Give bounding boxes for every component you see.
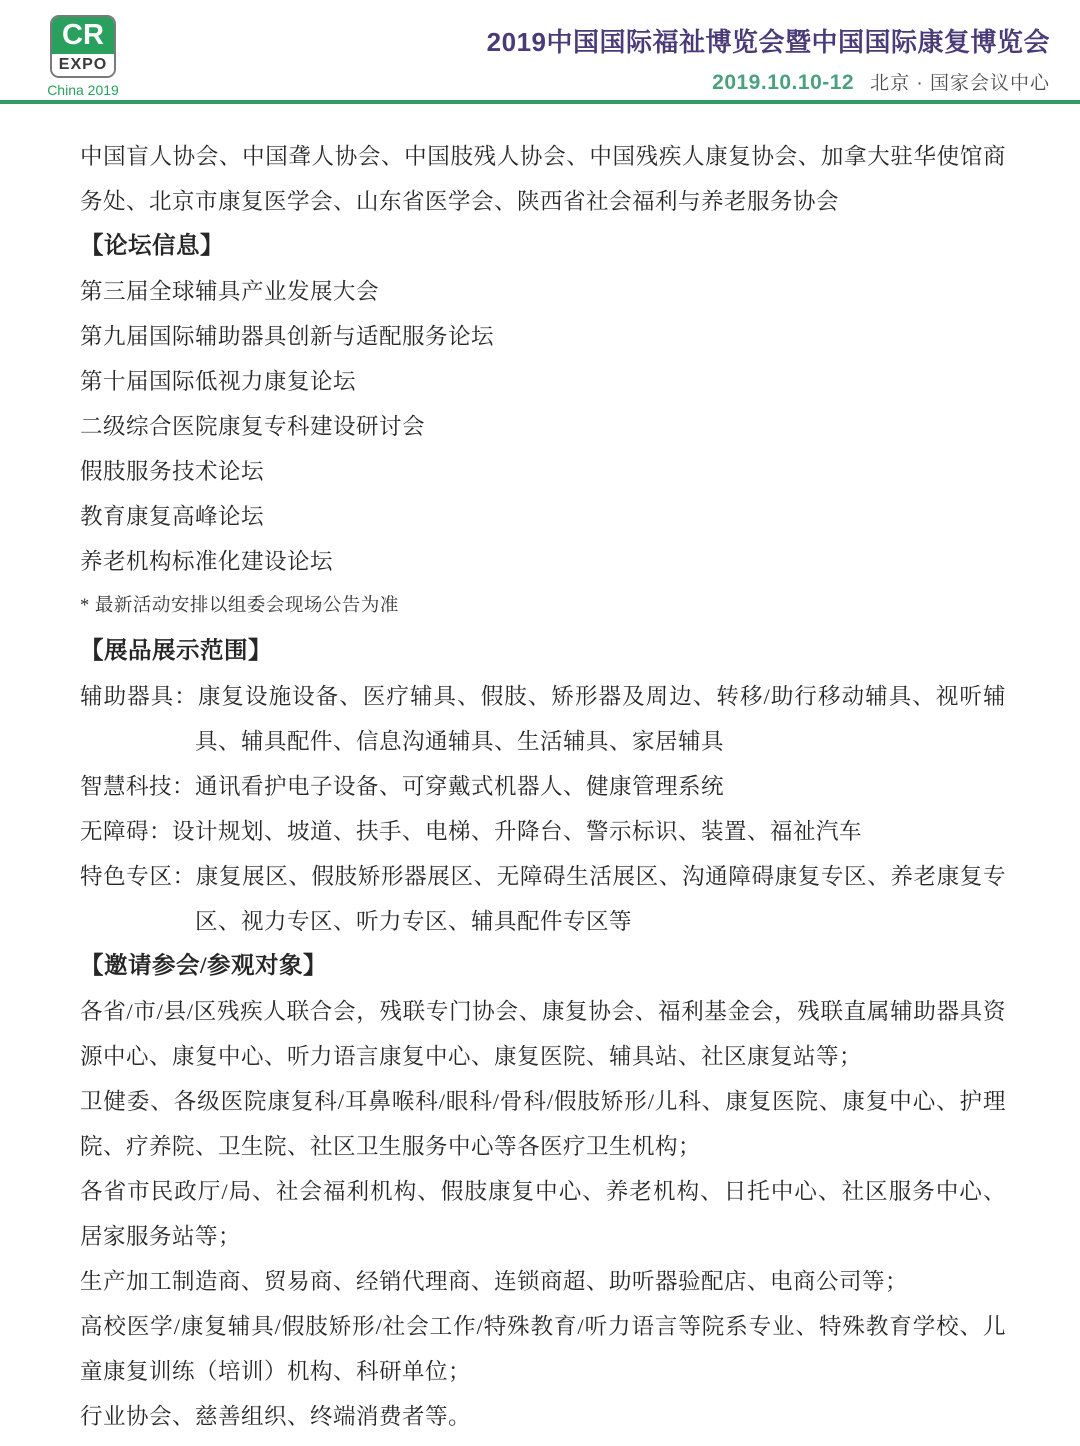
- exhibit-category-label: 智慧科技：: [80, 774, 196, 799]
- exhibit-category-content: 设计规划、坡道、扶手、电梯、升降台、警示标识、装置、福祉汽车: [172, 819, 863, 844]
- page-header: [0, 0, 1080, 100]
- cr-expo-logo: [38, 13, 128, 98]
- audience-paragraph: 卫健委、各级医院康复科/耳鼻喉科/眼科/骨科/假肢矫形/儿科、康复医院、康复中心、护理院、疗养院、卫生院、社区卫生服务中心等各医疗卫生机构；: [80, 1089, 1006, 1159]
- expo-date: 2019.10.10-12: [712, 71, 855, 94]
- forum-item: 假肢服务技术论坛: [80, 459, 265, 484]
- forum-section-heading: 【论坛信息】: [80, 233, 224, 259]
- expo-title: 2019中国国际福祉博览会暨中国国际康复博览会: [486, 27, 1050, 57]
- exhibit-category-content: 通讯看护电子设备、可穿戴式机器人、健康管理系统: [195, 774, 725, 799]
- audience-paragraph: 各省市民政厅/局、社会福利机构、假肢康复中心、养老机构、日托中心、社区服务中心、居家服务站等；: [80, 1179, 1006, 1249]
- logo-box: [50, 15, 116, 78]
- forum-item: 第九届国际辅助器具创新与适配服务论坛: [80, 324, 495, 349]
- exhibit-category-content: 康复设施设备、医疗辅具、假肢、矫形器及周边、转移/助行移动辅具、视听辅具、辅具配件、信息沟通辅具、生活辅具、家居辅具: [195, 684, 1006, 754]
- exhibit-category: [80, 764, 1006, 809]
- exhibit-category-content: 康复展区、假肢矫形器展区、无障碍生活展区、沟通障碍康复专区、养老康复专区、视力专区、听力专区、辅具配件专区等: [195, 864, 1006, 934]
- exhibit-category-label: 无障碍：: [80, 819, 173, 844]
- logo-china-2019: China 2019: [47, 82, 119, 98]
- exhibit-category-label: 特色专区：: [80, 864, 196, 889]
- exhibit-category: [80, 854, 1006, 944]
- audience-section-heading: 【邀请参会/参观对象】: [80, 953, 328, 979]
- intro-paragraph: 中国盲人协会、中国聋人协会、中国肢残人协会、中国残疾人康复协会、加拿大驻华使馆商务处、北京市康复医学会、山东省医学会、陕西省社会福利与养老服务协会: [80, 144, 1006, 214]
- audience-paragraph: 高校医学/康复辅具/假肢矫形/社会工作/特殊教育/听力语言等院系专业、特殊教育学校、儿童康复训练（培训）机构、科研单位；: [80, 1314, 1006, 1384]
- forum-item: 养老机构标准化建设论坛: [80, 549, 334, 574]
- audience-paragraph: 生产加工制造商、贸易商、经销代理商、连锁商超、助听器验配店、电商公司等；: [80, 1269, 909, 1294]
- expo-subtitle: [487, 68, 1050, 95]
- header-title-block: [487, 13, 1050, 95]
- forum-item: 教育康复高峰论坛: [80, 504, 265, 529]
- audience-paragraph: 各省/市/县/区残疾人联合会，残联专门协会、康复协会、福利基金会，残联直属辅助器具资源中心、康复中心、听力语言康复中心、康复医院、辅具站、社区康复站等；: [80, 999, 1006, 1069]
- forum-note: * 最新活动安排以组委会现场公告为准: [80, 596, 399, 616]
- document-body: [0, 104, 1080, 1439]
- exhibit-category: [80, 809, 1006, 854]
- logo-expo-text: EXPO: [52, 54, 114, 76]
- forum-item: 二级综合医院康复专科建设研讨会: [80, 414, 426, 439]
- forum-item: 第三届全球辅具产业发展大会: [80, 279, 380, 304]
- exhibits-section-heading: 【展品展示范围】: [80, 638, 272, 664]
- exhibit-category-label: 辅助器具：: [80, 684, 198, 709]
- logo-cr-text: CR: [52, 17, 114, 54]
- exhibit-category: [80, 674, 1006, 764]
- forum-item: 第十届国际低视力康复论坛: [80, 369, 357, 394]
- expo-venue: 北京 · 国家会议中心: [870, 73, 1050, 94]
- audience-paragraph: 行业协会、慈善组织、终端消费者等。: [80, 1404, 472, 1429]
